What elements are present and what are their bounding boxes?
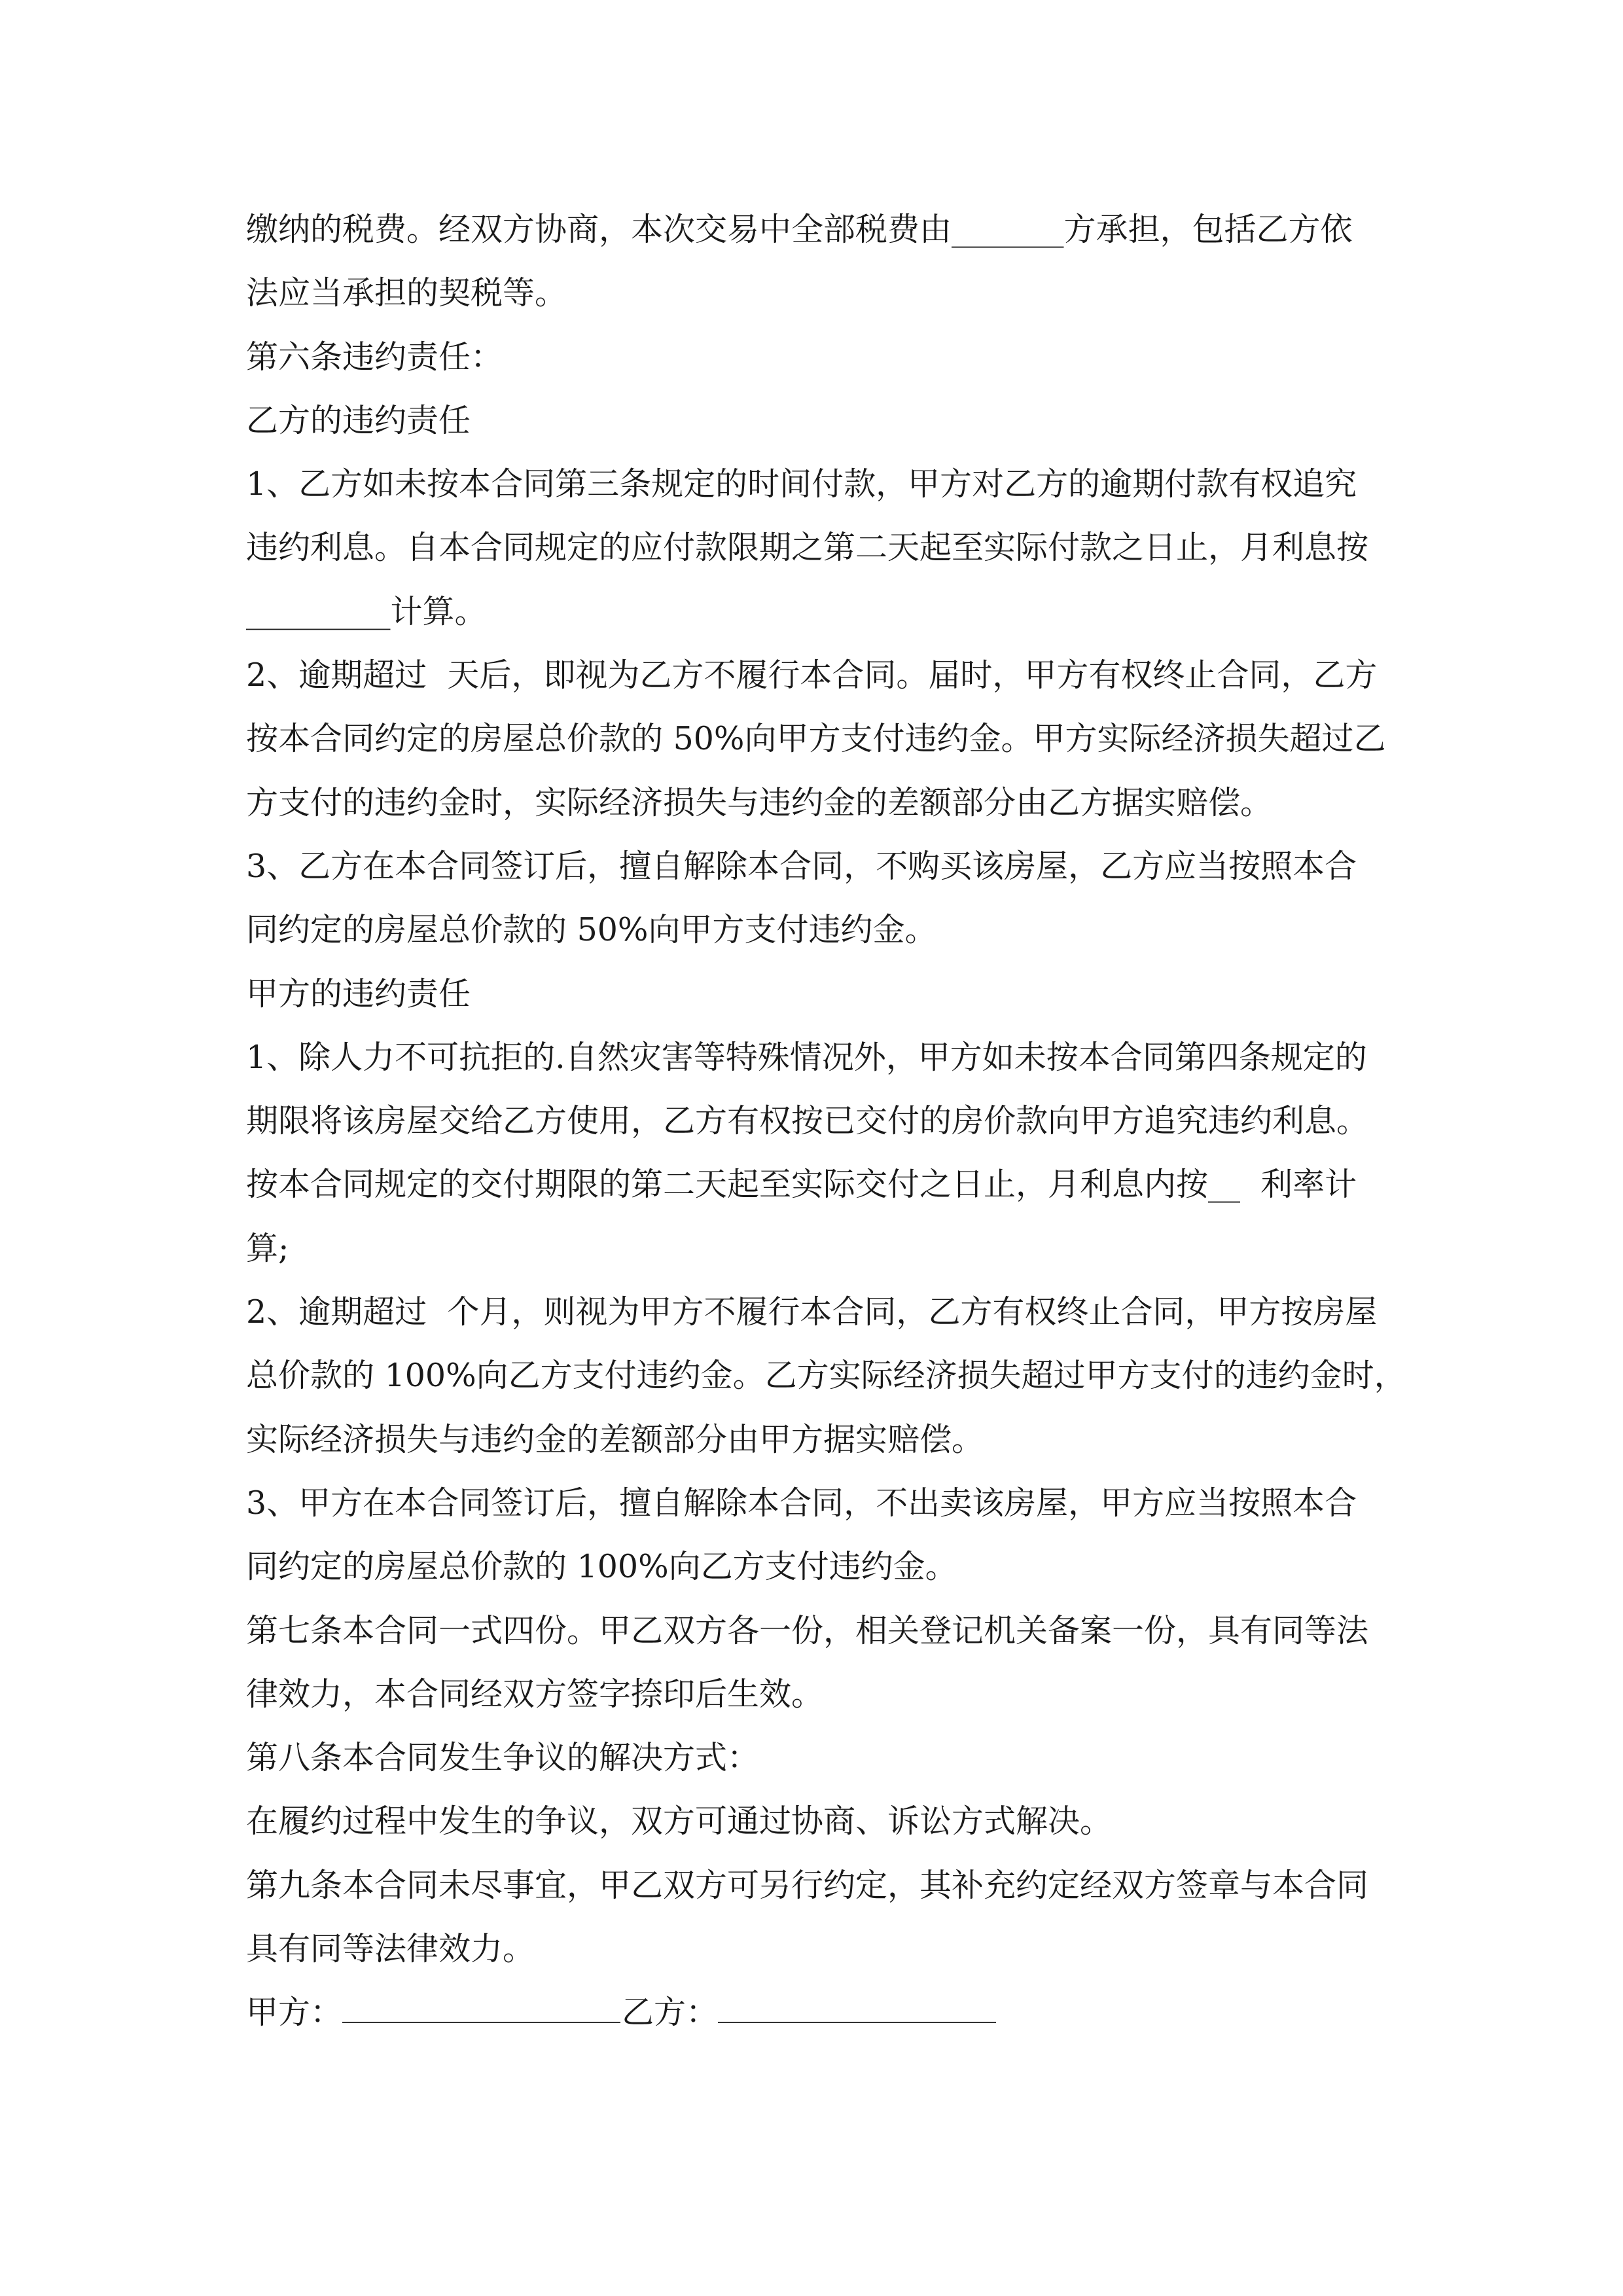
text-line: 具有同等法律效力。: [246, 1930, 535, 1968]
text-line: 期限将该房屋交给乙方使用，乙方有权按已交付的房价款向甲方追究违约利息。: [246, 1102, 1369, 1140]
section-heading: 第九条本合同未尽事宜，甲乙双方可另行约定，其补充约定经双方签章与本合同: [246, 1866, 1369, 1904]
section-heading: 第七条本合同一式四份。甲乙双方各一份，相关登记机关备案一份，具有同等法: [246, 1611, 1369, 1649]
section-heading: 第六条违约责任：: [246, 338, 503, 376]
text-line: 缴纳的税费。经双方协商，本次交易中全部税费由_______方承担，包括乙方依: [246, 211, 1353, 248]
text-line: 违约利息。自本合同规定的应付款限期之第二天起至实际付款之日止，月利息按: [246, 529, 1369, 567]
section-heading: 第八条本合同发生争议的解决方式：: [246, 1739, 760, 1777]
text-line: 实际经济损失与违约金的差额部分由甲方据实赔偿。: [246, 1420, 984, 1458]
subsection-heading: 乙方的违约责任: [246, 401, 471, 439]
text-line: 按本合同约定的房屋总价款的 50%向甲方支付违约金。甲方实际经济损失超过乙: [246, 720, 1386, 758]
text-line: 同约定的房屋总价款的 50%向甲方支付违约金。: [246, 911, 937, 949]
party-a-label: 甲方：: [246, 1994, 343, 2032]
subsection-heading: 甲方的违约责任: [246, 975, 471, 1013]
text-line: 方支付的违约金时，实际经济损失与违约金的差额部分由乙方据实赔偿。: [246, 783, 1273, 821]
signature-row: [246, 1981, 1385, 2044]
text-line: _________计算。: [246, 592, 487, 630]
text-line: 算;: [246, 1229, 289, 1267]
text-line: 在履约过程中发生的争议，双方可通过协商、诉讼方式解决。: [246, 1803, 1113, 1840]
party-a-signature-line: [342, 1982, 620, 2023]
party-b-label: 乙方：: [622, 1994, 719, 2032]
contract-body: [246, 198, 1406, 2045]
text-line: 2、逾期超过 个月，则视为甲方不履行本合同，乙方有权终止合同，甲方按房屋: [246, 1293, 1378, 1331]
text-line: 总价款的 100%向乙方支付违约金。乙方实际经济损失超过甲方支付的违约金时，: [246, 1357, 1406, 1395]
text-line: 1、除人力不可抗拒的.自然灾害等特殊情况外，甲方如未按本合同第四条规定的: [246, 1038, 1367, 1076]
text-line: 法应当承担的契税等。: [246, 274, 567, 312]
text-line: 律效力，本合同经双方签字捺印后生效。: [246, 1675, 824, 1713]
text-line: 同约定的房屋总价款的 100%向乙方支付违约金。: [246, 1548, 957, 1586]
text-line: 2、逾期超过 天后，即视为乙方不履行本合同。届时，甲方有权终止合同，乙方: [246, 656, 1378, 694]
text-line: 3、乙方在本合同签订后，擅自解除本合同，不购买该房屋，乙方应当按照本合: [246, 847, 1357, 885]
text-line: 1、乙方如未按本合同第三条规定的时间付款，甲方对乙方的逾期付款有权追究: [246, 465, 1357, 503]
party-b-signature-line: [718, 1982, 996, 2023]
text-line: 按本合同规定的交付期限的第二天起至实际交付之日止，月利息内按__ 利率计: [246, 1166, 1357, 1204]
text-line: 3、甲方在本合同签订后，擅自解除本合同，不出卖该房屋，甲方应当按照本合: [246, 1484, 1357, 1522]
